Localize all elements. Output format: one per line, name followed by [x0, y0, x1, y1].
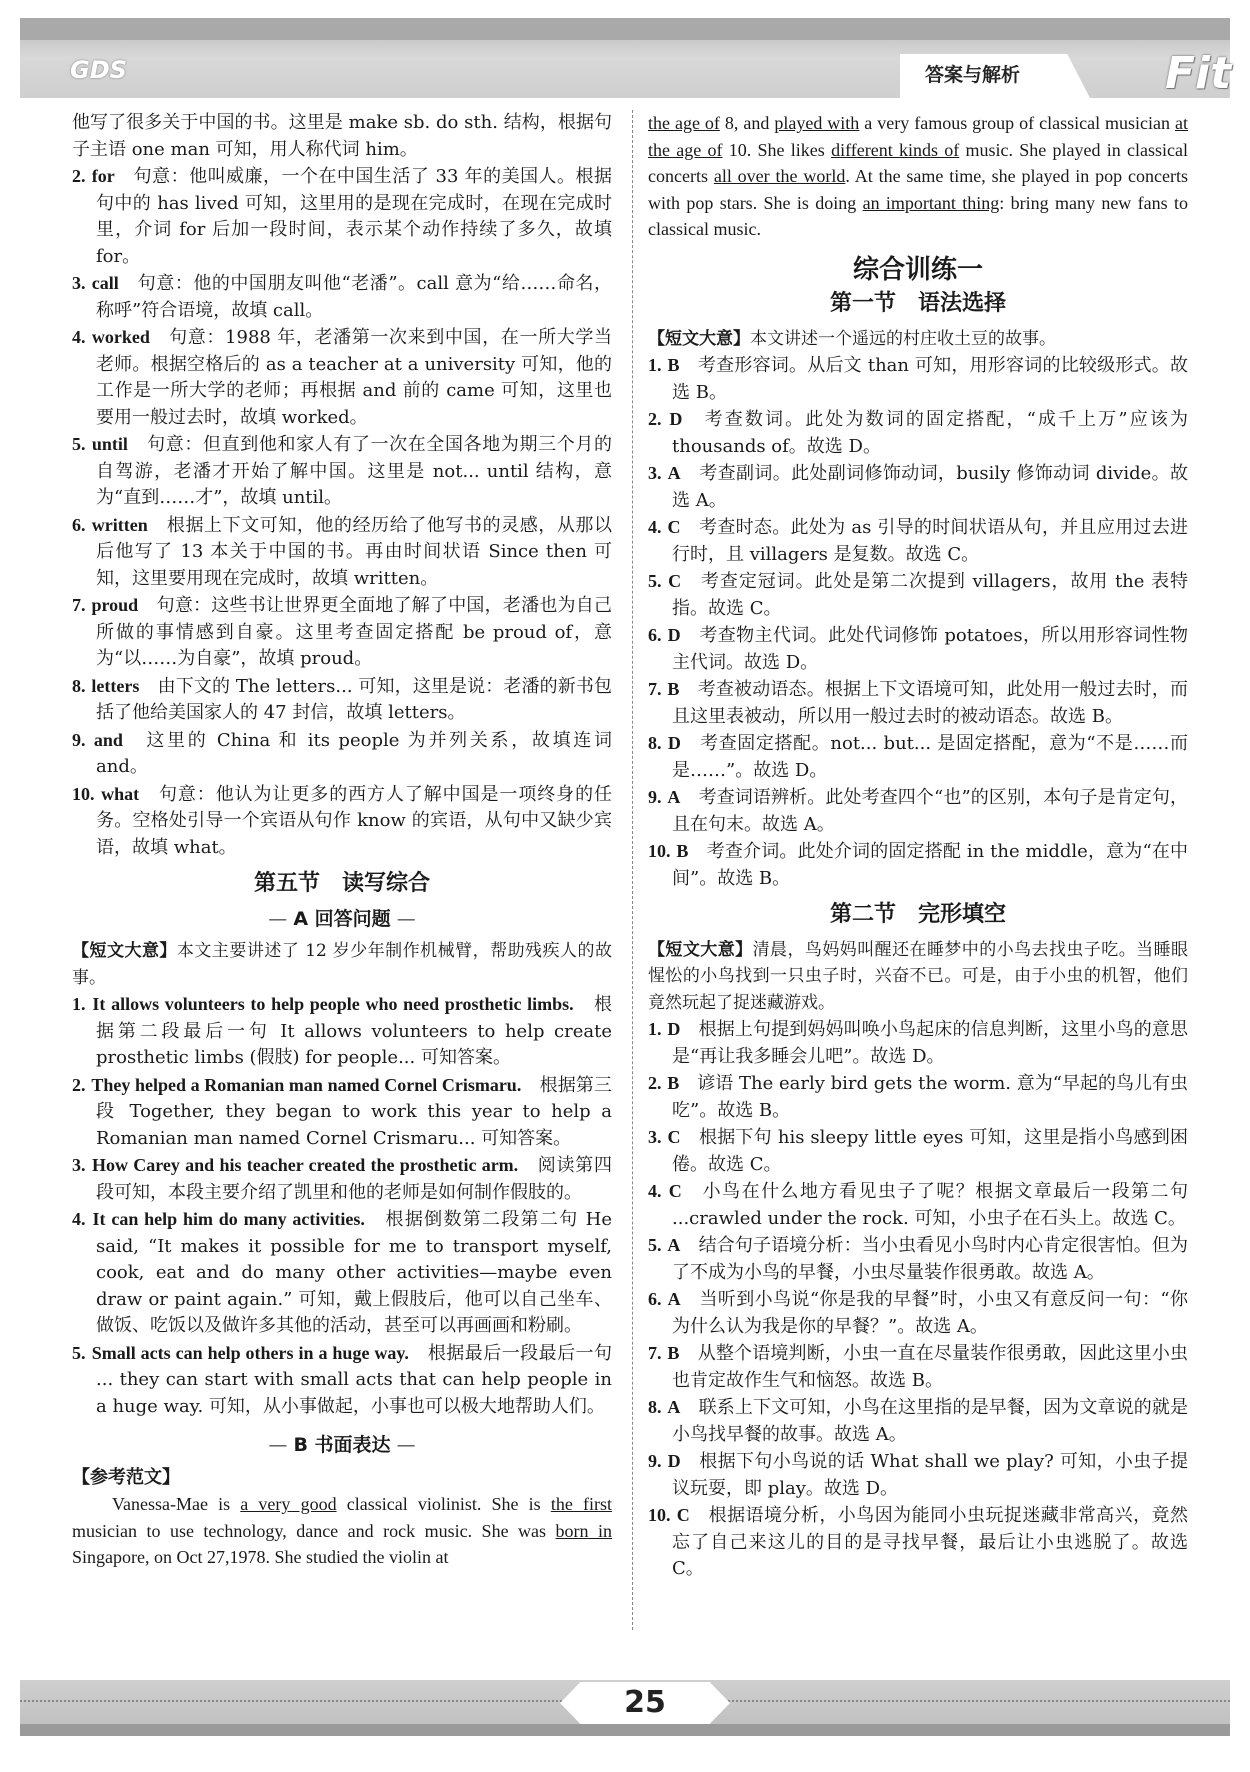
item-answer: D — [667, 733, 681, 753]
answer-item — [648, 1178, 1188, 1232]
summary-text: 清晨，鸟妈妈叫醒还在睡梦中的小鸟去找虫子吃。当睡眼惺忪的小鸟找到一只虫子时，兴奋不已。可是，由于小虫的机智，他们竟然玩起了捉迷藏游戏。 — [648, 939, 1189, 1013]
partB-title: — B 书面表达 — — [268, 1434, 416, 1456]
underlined-phrase: the first — [550, 1494, 612, 1514]
right-column — [648, 110, 1188, 1583]
left-column — [72, 110, 612, 1571]
item-number: 6. — [648, 1289, 662, 1309]
summary-text: 本文主要讲述了 12 岁少年制作机械臂，帮助残疾人的故事。 — [72, 941, 612, 988]
item-number: 1. — [72, 994, 86, 1014]
answer-item — [648, 622, 1188, 676]
item-answer: They helped a Romanian man named Cornel Crismaru. — [91, 1074, 522, 1095]
item-explanation: 考查物主代词。此处代词修饰 potatoes，所以用形容词性物主代词。故选 D。 — [672, 625, 1188, 673]
item-explanation: 句意：1988 年，老潘第一次来到中国，在一所大学当老师。根据空格后的 as a teacher at a university 可知，他的工作是一所大学的老师；再根据 and 前的 came 可知，这里也要用一般过去时，故填 worked。 — [96, 327, 612, 428]
page-header — [20, 18, 1230, 98]
item-explanation: 当听到小鸟说“你是我的早餐”时，小虫又有意反问一句：“你为什么认为我是你的早餐？”。故选 A。 — [672, 1289, 1188, 1337]
header-strip — [20, 18, 1230, 40]
footer-band — [20, 1724, 1230, 1736]
answer-item — [648, 730, 1188, 784]
item-answer: A — [667, 787, 681, 807]
answer-item — [72, 673, 612, 727]
summary-tag: 【短文大意】 — [648, 939, 753, 960]
essay-start — [72, 1491, 612, 1571]
item-explanation: 这里的 China 和 its people 为并列关系，故填连词 and。 — [96, 729, 612, 777]
item-number: 10. — [648, 841, 671, 861]
answer-item — [72, 512, 612, 593]
answer-item — [648, 1124, 1188, 1178]
underlined-phrase: the age of — [648, 113, 720, 133]
answer-item — [648, 1448, 1188, 1502]
item-answer: It can help him do many activities. — [92, 1209, 365, 1229]
item-answer: D — [667, 1451, 681, 1471]
essay-continued — [648, 110, 1188, 243]
item-explanation: 根据上句提到妈妈叫唤小鸟起床的信息判断，这里小鸟的意思是“再让我多睡会儿吧”。故选 D。 — [672, 1019, 1188, 1067]
answer-item — [648, 1070, 1188, 1124]
item-answer: A — [667, 1397, 681, 1417]
item-explanation: 句意：这些书让世界更全面地了解了中国，老潘也为自己所做的事情感到自豪。这里考查固定搭配 be proud of，意为“以……为自豪”，故填 proud。 — [96, 595, 612, 669]
item-number: 1. — [648, 355, 662, 375]
item-explanation: 从整个语境判断，小虫一直在尽量装作很勇敢，因此这里小虫也肯定故作生气和恼怒。故选 B。 — [672, 1343, 1188, 1391]
item-explanation: 联系上下文可知，小鸟在这里指的是早餐，因为文章说的就是小鸟找早餐的故事。故选 A。 — [672, 1397, 1188, 1445]
item-answer: D — [669, 409, 683, 429]
underlined-phrase: born in — [555, 1520, 612, 1541]
item-answer: B — [667, 1343, 680, 1363]
item-answer: written — [91, 514, 148, 535]
ref-tag-line — [72, 1465, 612, 1492]
item-explanation: 考查副词。此处副词修饰动词，busily 修饰动词 divide。故选 A。 — [672, 463, 1188, 511]
item-answer: It allows volunteers to help people who need prosthetic limbs. — [92, 994, 574, 1014]
item-number: 5. — [648, 1235, 662, 1255]
answer-item — [72, 110, 612, 163]
item-number: 2. — [72, 166, 86, 186]
underlined-phrase: played with — [774, 113, 860, 133]
item-answer: proud — [91, 595, 139, 615]
fit-logo: Fit — [1165, 48, 1232, 99]
summary — [72, 938, 612, 991]
underlined-phrase: at the age of — [648, 113, 1189, 160]
item-number: 10. — [648, 1505, 671, 1525]
answer-item — [72, 727, 612, 781]
answer-item — [648, 406, 1188, 460]
underlined-phrase: an important thing — [862, 192, 1000, 213]
item-number: 4. — [72, 327, 86, 347]
answer-item — [648, 352, 1188, 406]
item-number: 3. — [72, 1155, 86, 1175]
item-explanation: 考查固定搭配。not... but... 是固定搭配，意为“不是……而是……”。故选 D。 — [672, 733, 1188, 781]
sec2-summary — [648, 937, 1188, 1017]
answer-item — [648, 676, 1188, 730]
header-title: 答案与解析 — [925, 64, 1021, 86]
item-number: 4. — [72, 1209, 86, 1229]
essay-text: Singapore, on Oct 27,1978. She studied the violin at — [72, 1547, 449, 1567]
answer-item — [72, 431, 612, 512]
item-explanation: 根据最后一段最后一句 ... they can start with small acts that can help people in a huge way. 可知，从小事做起，小事也可以极大地帮助人们。 — [96, 1342, 612, 1417]
item-explanation: 根据第二段最后一句 It allows volunteers to help create prosthetic limbs (假肢) for people... 可知答案。 — [96, 994, 613, 1068]
item-explanation: 根据语境分析，小鸟因为能同小虫玩捉迷藏非常高兴，竟然忘了自己来这儿的目的是寻找早餐，最后让小虫逃脱了。故选 C。 — [672, 1505, 1189, 1579]
item-explanation: 句意：他叫威廉，一个在中国生活了 33 年的美国人。根据句中的 has lived 可知，这里用的是现在完成时，在现在完成时里，介词 for 后加一段时间，表示某个动作持续了多久，故填 for。 — [96, 166, 612, 267]
answer-item — [648, 1394, 1188, 1448]
summary-text: 本文讲述一个遥远的村庄收土豆的故事。 — [750, 328, 1056, 349]
item-answer: A — [667, 1289, 681, 1309]
item-explanation: 根据上下文可知，他的经历给了他写书的灵感，从那以后他写了 13 本关于中国的书。再由时间状语 Since then 可知，这里要用现在完成时，故填 written。 — [96, 514, 612, 589]
answer-item — [648, 1286, 1188, 1340]
item-number: 6. — [72, 514, 86, 535]
essay-text: classical violinist. She is — [336, 1494, 551, 1514]
item-answer: letters — [91, 675, 140, 696]
essay-text: Vanessa-Mae is — [112, 1494, 241, 1514]
summary-tag: 【短文大意】 — [72, 941, 177, 961]
item-number: 8. — [648, 733, 662, 753]
item-number: 3. — [72, 273, 86, 293]
answer-item — [72, 1072, 612, 1153]
item-number: 2. — [648, 409, 662, 429]
gds-logo: GDS — [70, 56, 127, 84]
item-explanation: 考查时态。此处为 as 引导的时间状语从句，并且应用过去进行时，且 villagers 是复数。故选 C。 — [672, 517, 1188, 565]
item-number: 6. — [648, 625, 662, 645]
underlined-phrase: different kinds of — [831, 139, 960, 160]
essay-text: music. She played in classical concerts — [648, 139, 1189, 186]
item-number: 7. — [648, 1343, 662, 1363]
item-explanation: 句意：他的中国朋友叫他“老潘”。call 意为“给……命名，称呼”符合语境，故填 call。 — [96, 273, 612, 321]
answer-item — [648, 568, 1188, 622]
item-explanation: 小鸟在什么地方看见虫子了呢？根据文章最后一段第二句 ...crawled under the rock. 可知，小虫子在石头上。故选 C。 — [672, 1181, 1189, 1229]
item-explanation: 考查介词。此处介词的固定搭配 in the middle，意为“在中间”。故选 B。 — [672, 841, 1188, 889]
answer-item — [72, 592, 612, 673]
sec1-title: 第一节 语法选择 — [829, 291, 1006, 316]
item-answer: B — [667, 355, 680, 375]
training-title: 综合训练一 — [852, 254, 983, 285]
answer-item — [648, 1232, 1188, 1286]
item-explanation: 考查定冠词。此处是第二次提到 villagers，故用 the 表特指。故选 C。 — [672, 571, 1188, 619]
answer-item — [648, 1340, 1188, 1394]
item-answer: D — [667, 625, 681, 645]
item-number: 2. — [72, 1074, 86, 1095]
item-explanation: 根据下句小鸟说的话 What shall we play? 可知，小虫子提议玩耍，即 play。故选 D。 — [672, 1451, 1188, 1499]
item-answer: and — [93, 729, 123, 750]
essay-text: musician to use technology, dance and rock music. She was — [72, 1520, 556, 1541]
answer-item — [72, 991, 612, 1072]
item-number: 5. — [72, 1342, 86, 1363]
item-number: 2. — [648, 1073, 662, 1093]
page-footer — [20, 1680, 1230, 1736]
item-explanation: 考查数词。此处为数词的固定搭配，“成千上万”应该为 thousands of。故选 D。 — [672, 409, 1188, 457]
item-explanation: 句意：但直到他和家人有了一次在全国各地为期三个月的自驾游，老潘才开始了解中国。这里是 not... until 结构，意为“直到……才”，故填 until。 — [96, 434, 612, 508]
item-number: 3. — [648, 1127, 662, 1147]
item-answer: worked — [91, 327, 150, 347]
partA-title: — A 回答问题 — — [268, 907, 416, 930]
partA-label: A 回答问题 — [293, 907, 391, 930]
answer-text: 他写了很多关于中国的书。这里是 make sb. do sth. 结构，根据句子主语 one man 可知，用人称代词 him。 — [72, 112, 612, 160]
item-explanation: 由下文的 The letters... 可知，这里是说：老潘的新书包括了他给美国家人的 47 封信，故填 letters。 — [96, 675, 613, 723]
answer-item — [72, 1206, 612, 1340]
item-answer: B — [667, 1073, 680, 1093]
item-answer: C — [667, 1127, 681, 1147]
item-number: 5. — [72, 434, 86, 454]
item-number: 10. — [72, 783, 95, 804]
answer-item — [648, 1502, 1188, 1583]
item-number: 7. — [648, 679, 662, 699]
answer-item — [72, 163, 612, 270]
item-explanation: 结合句子语境分析：当小虫看见小鸟时内心肯定很害怕。但为了不成为小鸟的早餐，小虫尽量装作很勇敢。故选 A。 — [672, 1235, 1188, 1283]
answer-item — [648, 838, 1188, 892]
answer-item — [72, 781, 612, 862]
item-answer: B — [676, 841, 689, 861]
answer-item — [72, 1152, 612, 1206]
essay-text: a very famous group of classical musician — [859, 113, 1176, 133]
item-explanation: 谚语 The early bird gets the worm. 意为“早起的鸟儿有虫吃”。故选 B。 — [672, 1073, 1188, 1121]
partB-label: B 书面表达 — [293, 1434, 391, 1456]
item-answer: A — [667, 1235, 681, 1255]
item-number: 9. — [648, 1451, 662, 1471]
item-answer: C — [668, 1181, 682, 1201]
answer-item — [648, 514, 1188, 568]
item-number: 7. — [72, 595, 86, 615]
item-explanation: 根据倒数第二段第二句 He said, “It makes it possible for me to transport myself, cook, eat and do many other activities—maybe even draw or paint again.” 可知，戴上假肢后，他可以自己坐车、做饭、吃饭以及做许多其他的活动，甚至可以再画画和粉刷。 — [96, 1209, 612, 1336]
section5-title: 第五节 读写综合 — [253, 871, 430, 896]
item-explanation: 考查形容词。从后文 than 可知，用形容词的比较级形式。故选 B。 — [672, 355, 1189, 403]
item-answer: B — [667, 679, 680, 699]
item-number: 1. — [648, 1019, 662, 1039]
answer-item — [648, 784, 1188, 838]
underlined-phrase: all over the world — [713, 166, 846, 186]
item-explanation: 考查词语辨析。此处考查四个“也”的区别，本句子是肯定句，且在句末。故选 A。 — [672, 787, 1189, 835]
answer-item — [72, 1340, 612, 1421]
item-answer: C — [667, 517, 681, 537]
summary-tag: 【短文大意】 — [648, 328, 750, 349]
item-answer: what — [101, 783, 140, 804]
page-number: 25 — [624, 1685, 666, 1720]
item-answer: call — [91, 273, 119, 293]
item-number: 9. — [648, 787, 662, 807]
ref-tag: 【参考范文】 — [72, 1466, 180, 1488]
item-answer: until — [91, 434, 128, 454]
item-answer: Small acts can help others in a huge way. — [91, 1342, 409, 1363]
item-number: 5. — [648, 571, 662, 591]
essay-text: 10. She likes — [722, 139, 832, 160]
item-answer: C — [668, 571, 682, 591]
answer-item — [648, 1016, 1188, 1070]
sec1-summary — [648, 326, 1188, 353]
sec2-title: 第二节 完形填空 — [829, 902, 1006, 927]
item-number: 4. — [648, 1181, 662, 1201]
item-number: 9. — [72, 729, 86, 750]
answer-item — [72, 324, 612, 431]
item-explanation: 根据下句 his sleepy little eyes 可知，这里是指小鸟感到困倦。故选 C。 — [672, 1127, 1188, 1175]
item-number: 3. — [648, 463, 662, 483]
item-number: 4. — [648, 517, 662, 537]
item-number: 8. — [72, 675, 86, 696]
item-explanation: 根据第三段 Together, they began to work this year to help a Romanian man named Cornel Crismaru... 可知答案。 — [96, 1074, 613, 1149]
item-answer: How Carey and his teacher created the prosthetic arm. — [91, 1155, 519, 1175]
item-explanation: 考查被动语态。根据上下文语境可知，此处用一般过去时，而且这里表被动，所以用一般过去时的被动语态。故选 B。 — [672, 679, 1188, 727]
item-answer: A — [667, 463, 681, 483]
underlined-phrase: a very good — [240, 1494, 337, 1514]
column-divider — [632, 110, 633, 1630]
item-number: 8. — [648, 1397, 662, 1417]
answer-item — [72, 270, 612, 324]
answer-item — [648, 460, 1188, 514]
item-answer: D — [667, 1019, 681, 1039]
essay-text: . At the same time, she played in pop concerts with pop stars. She is doing — [648, 166, 1188, 213]
item-answer: for — [91, 166, 115, 186]
essay-text: 8, and — [719, 113, 775, 133]
item-explanation: 句意：他认为让更多的西方人了解中国是一项终身的任务。空格处引导一个宾语从句作 know 的宾语，从句中又缺少宾语，故填 what。 — [96, 783, 612, 858]
item-explanation: 阅读第四段可知，本段主要介绍了凯里和他的老师是如何制作假肢的。 — [96, 1155, 613, 1203]
essay-text: : bring many new fans to classical music. — [648, 192, 1188, 239]
item-answer: C — [676, 1505, 690, 1525]
